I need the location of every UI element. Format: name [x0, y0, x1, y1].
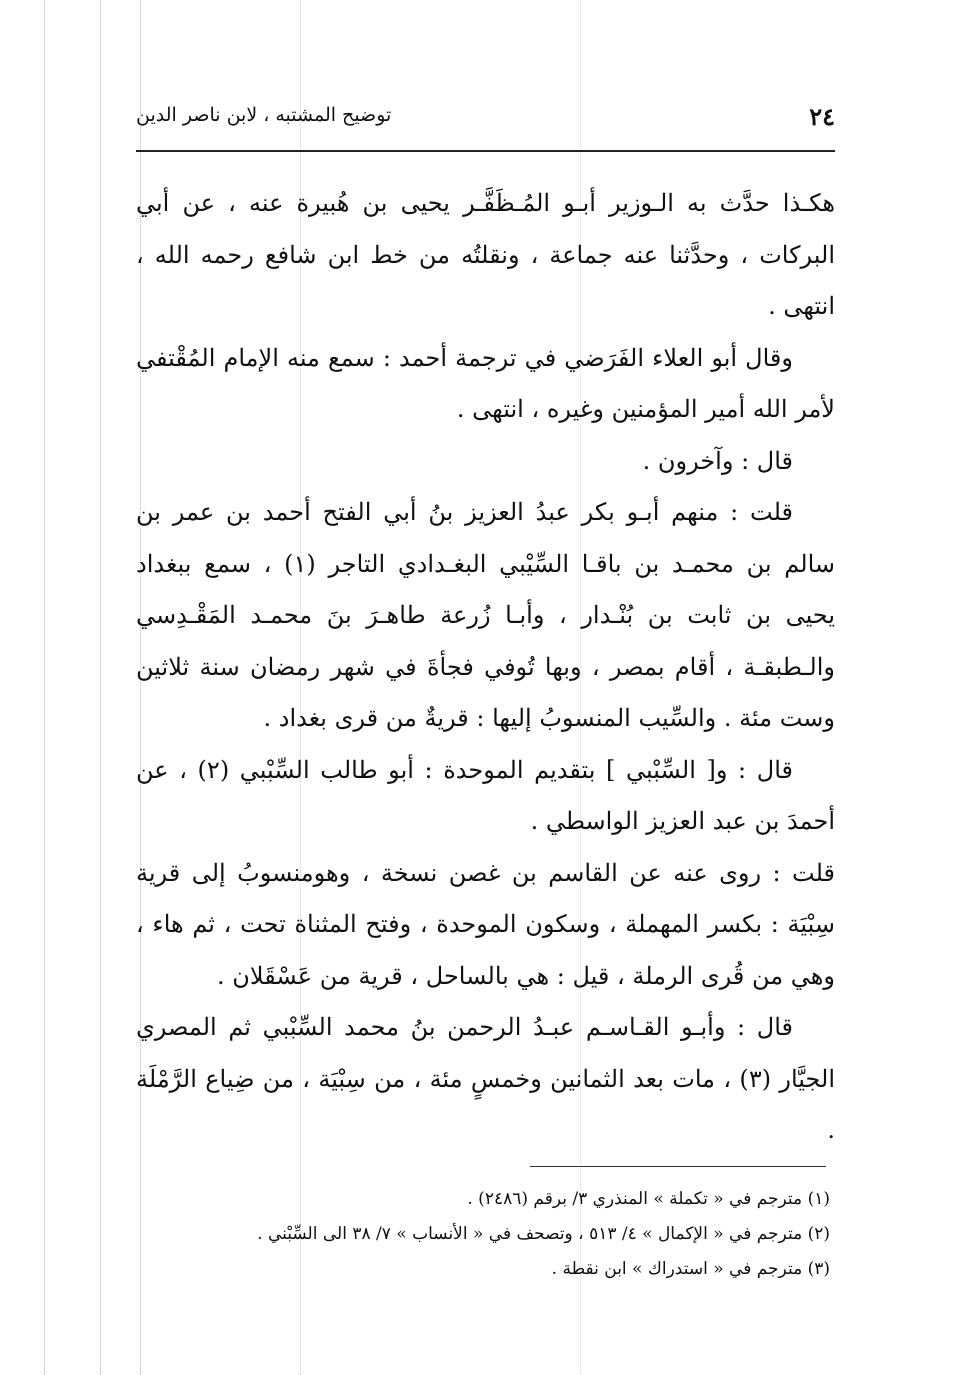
page-number: ٢٤: [809, 102, 835, 131]
body-paragraph: هكـذا حدَّث به الـوزير أبـو المُـظَفَّـر يحيى بن هُبيرة عنه ، عن أبي البركات ، وحدَّثنا عنه جماعة ، ونقلتُه من خط ابن شافع رحمه الله ، انتهى .: [136, 189, 836, 320]
footnote-divider: [530, 1166, 826, 1167]
running-title: توضيح المشتبه ، لابن ناصر الدين: [136, 104, 392, 126]
body-paragraph: قلت : روى عنه عن القاسم بن غصن نسخة ، وهومنسوبُ إلى قرية سِبْيَة : بكسر المهملة ، وسكون الموحدة ، وفتح المثناة تحت ، ثم هاء ، وهي من قُرى الرملة ، قيل : هي بالساحل ، قرية من عَسْقَلان .: [136, 858, 835, 990]
footnotes: [170, 1182, 830, 1287]
body-paragraph: وقال أبو العلاء الفَرَضي في ترجمة أحمد : سمع منه الإمام المُقْتفي لأمر الله أمير المؤمنين وغيره ، انتهى .: [136, 343, 835, 423]
body-paragraph: قال : وآخرون .: [642, 446, 793, 475]
footnote: (١) مترجم في « تكملة » المنذري ٣/ برقم (٢٤٨٦) .: [467, 1189, 830, 1209]
body-paragraph: قال : و[ السِّبْبي ] بتقديم الموحدة : أبو طالب السِّبْبي (٢) ، عن أحمدَ بن عبد العزيز الواسطي .: [136, 755, 835, 835]
header-divider: [136, 150, 835, 152]
page-header: [136, 98, 835, 140]
footnote: (٢) مترجم في « الإكمال » ٤/ ٥١٣ ، وتصحف في « الأنساب » ٧/ ٣٨ الى السِّبْني .: [257, 1224, 830, 1244]
scan-guide-line: [100, 0, 101, 1375]
scan-guide-line: [44, 0, 45, 1375]
body-paragraph: قلت : منهم أبـو بكر عبدُ العزيز بنُ أبي الفتح أحمد بن عمر بن سالم بن محمـد بن باقـا السِّيْبي البغـدادي التاجر (١) ، سمع ببغداد يحيى بن ثابت بن بُنْـدار ، وأبـا زُرعة طاهـرَ بنَ محمـد المَقْـدِسي والـطبقـة ، أقام بمصر ، وبها تُوفي فجأةَ في شهر رمضان سنة ثلاثين وست مئة . والسِّيب المنسوبُ إليها : قريةٌ من قرى بغداد .: [136, 498, 835, 732]
footnote: (٣) مترجم في « استدراك » ابن نقطة .: [551, 1259, 830, 1279]
body-paragraph: قال : وأبـو القـاسـم عبـدُ الرحمن بنُ محمد السِّبْبي ثم المصري الجيَّار (٣) ، مات بعد الثمانين وخمسٍ مئة ، من سِبْيَة ، من ضِياع الرَّمْلَة .: [136, 1013, 836, 1144]
main-text: [136, 178, 835, 1157]
